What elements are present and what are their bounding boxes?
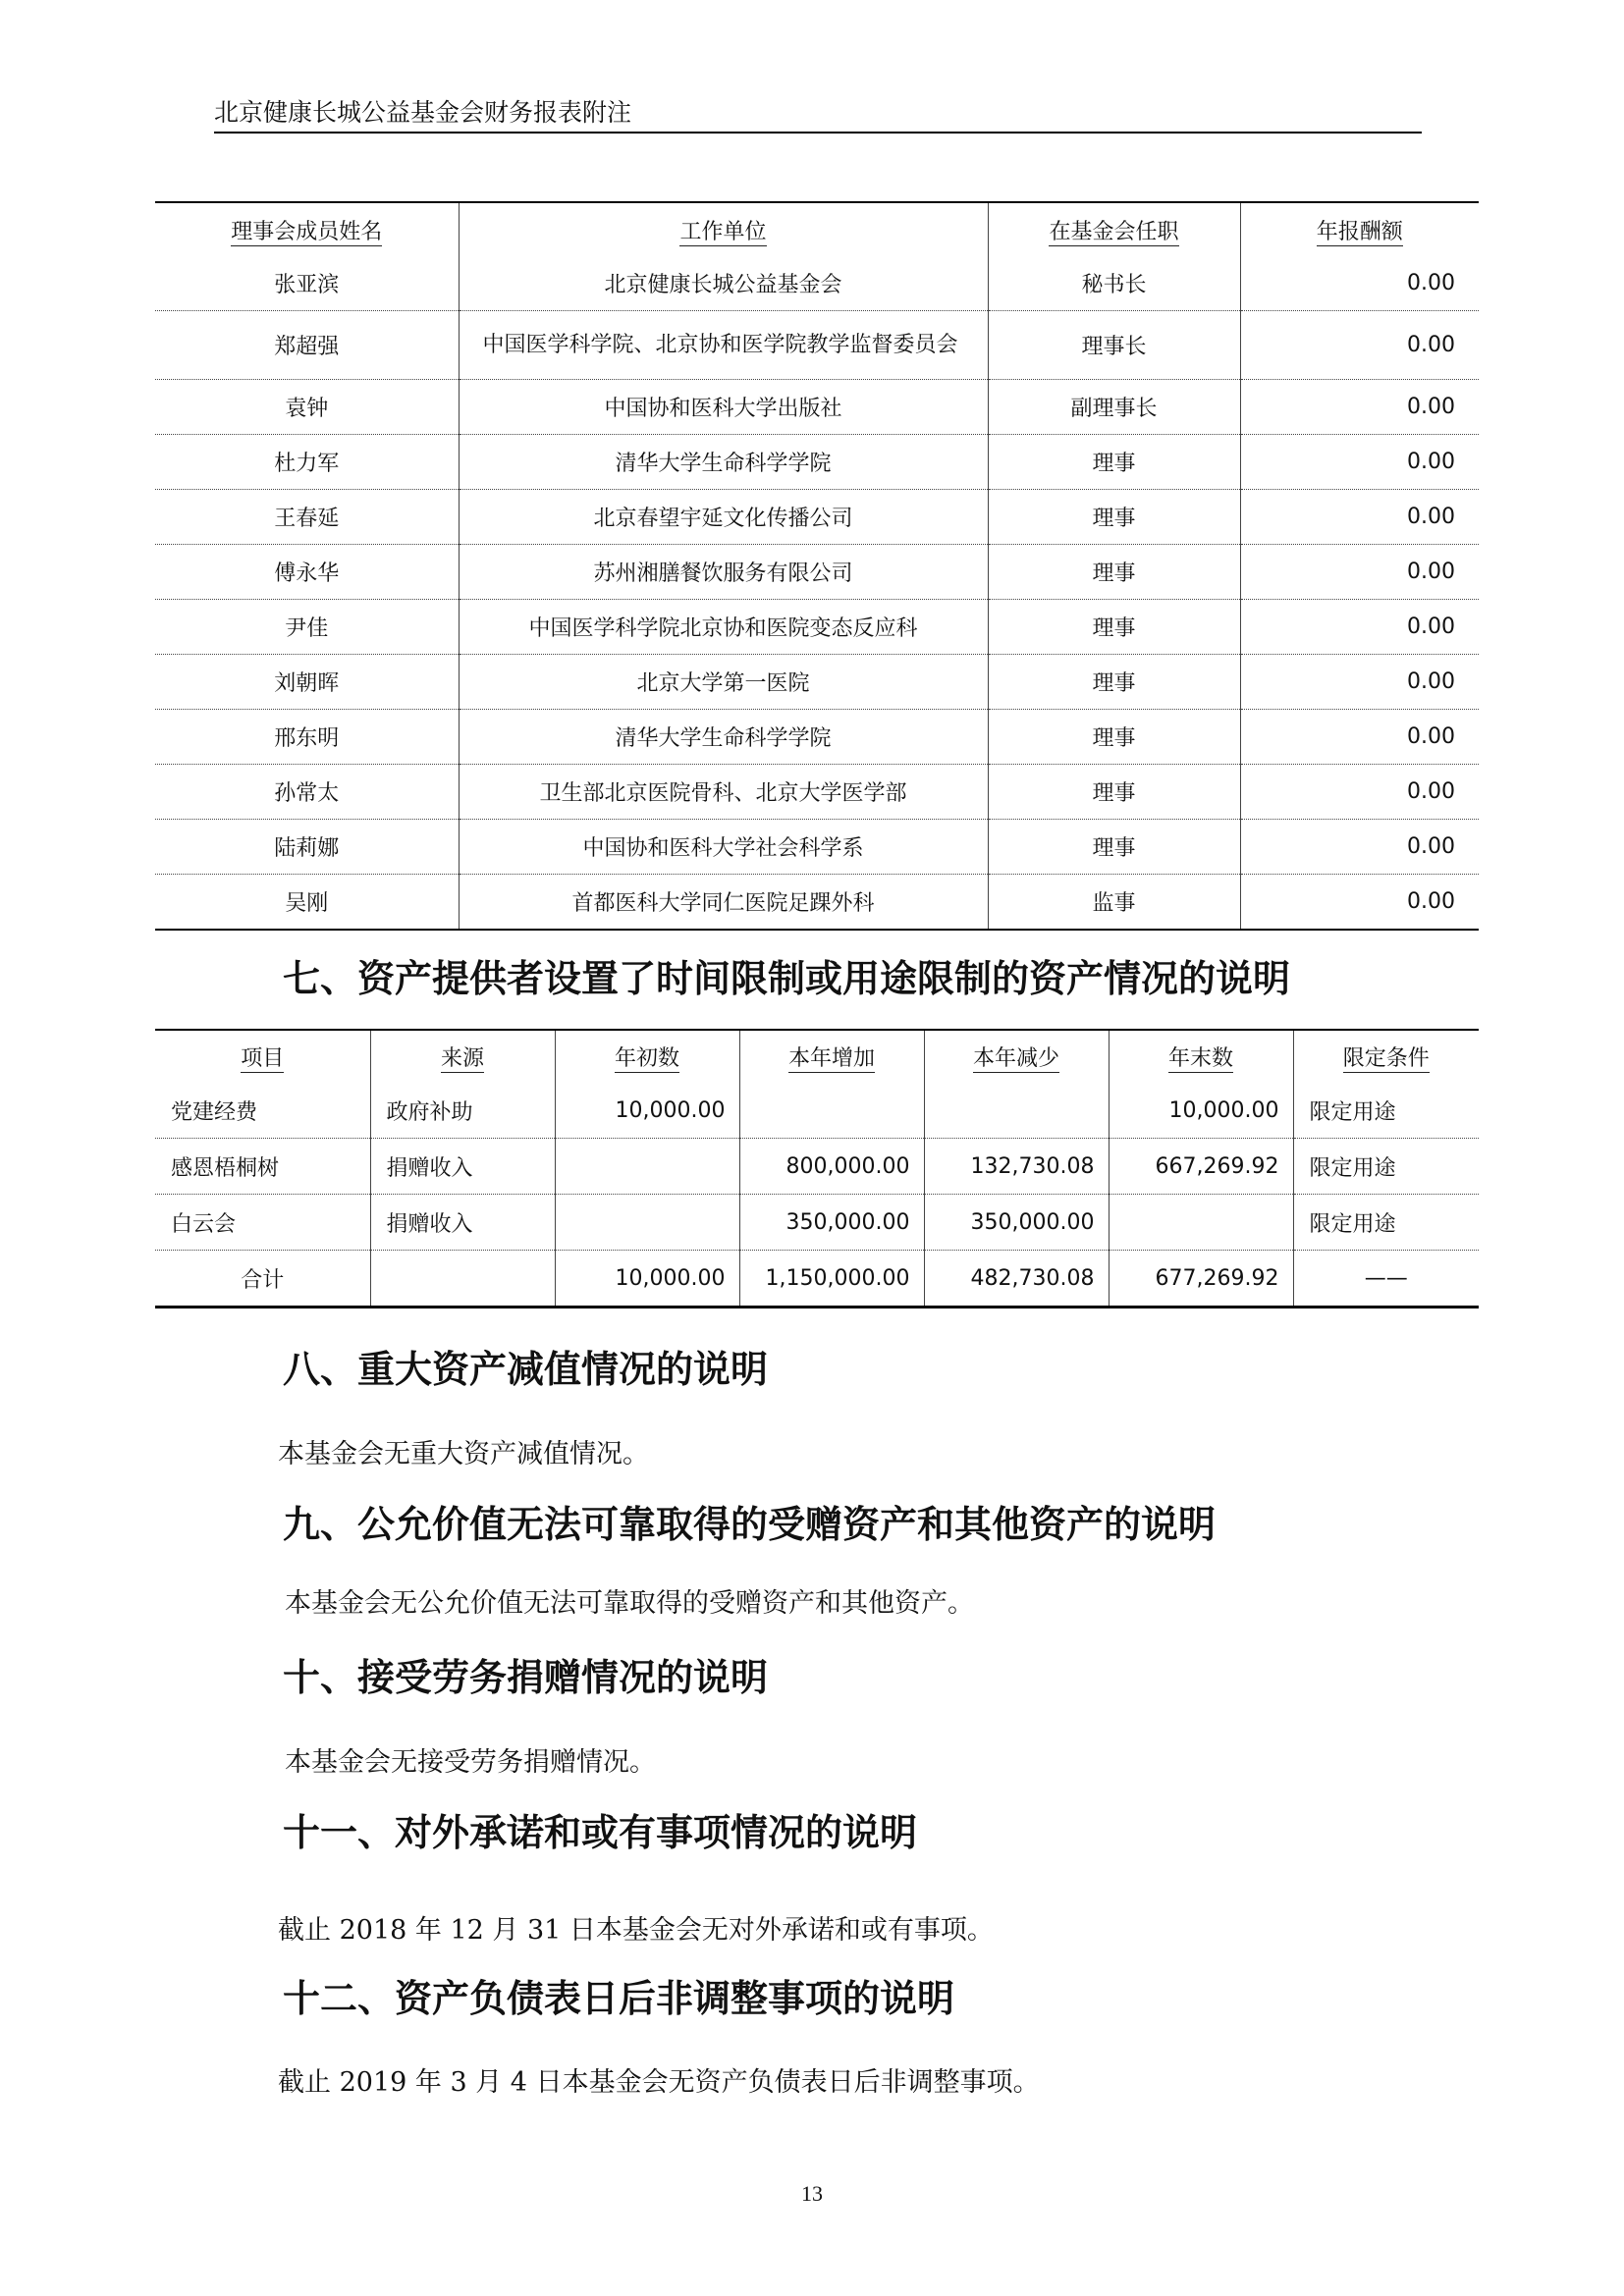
section-8-text: 本基金会无重大资产减值情况。 [278, 1439, 649, 1469]
table-row [155, 380, 1479, 435]
member-role: 副理事长 [988, 380, 1240, 435]
member-role: 理事 [988, 820, 1240, 875]
member-unit: 清华大学生命科学学院 [459, 710, 988, 765]
member-pay: 0.00 [1240, 380, 1479, 435]
member-name: 杜力军 [155, 435, 459, 490]
column-header: 理事会成员姓名 [231, 219, 383, 244]
table-row [155, 435, 1479, 490]
table-row [155, 875, 1479, 931]
member-unit: 卫生部北京医院骨科、北京大学医学部 [459, 765, 988, 820]
asset-increase: 800,000.00 [739, 1139, 924, 1195]
column-header: 限定条件 [1293, 1030, 1479, 1083]
member-unit: 清华大学生命科学学院 [459, 435, 988, 490]
table-header-row [155, 202, 1479, 256]
table-row [155, 655, 1479, 710]
member-pay: 0.00 [1240, 435, 1479, 490]
asset-item: 白云会 [155, 1195, 370, 1251]
member-pay: 0.00 [1240, 490, 1479, 545]
member-unit: 中国协和医科大学出版社 [459, 380, 988, 435]
total-condition: —— [1293, 1251, 1479, 1308]
member-name: 陆莉娜 [155, 820, 459, 875]
section-9-text: 本基金会无公允价值无法可靠取得的受赠资产和其他资产。 [285, 1588, 974, 1619]
column-header: 来源 [370, 1030, 555, 1083]
member-unit: 中国医学科学院北京协和医院变态反应科 [459, 600, 988, 655]
member-name: 邢东明 [155, 710, 459, 765]
asset-decrease [924, 1083, 1109, 1139]
member-unit: 中国协和医科大学社会科学系 [459, 820, 988, 875]
asset-condition: 限定用途 [1293, 1139, 1479, 1195]
page-header: 北京健康长城公益基金会财务报表附注 [214, 94, 1422, 133]
member-role: 理事 [988, 765, 1240, 820]
table-row [155, 545, 1479, 600]
member-pay: 0.00 [1240, 545, 1479, 600]
member-role: 理事长 [988, 311, 1240, 380]
column-header: 本年增加 [739, 1030, 924, 1083]
total-begin: 10,000.00 [555, 1251, 739, 1308]
table-row [155, 600, 1479, 655]
member-unit: 北京大学第一医院 [459, 655, 988, 710]
asset-condition: 限定用途 [1293, 1195, 1479, 1251]
column-header: 年报酬额 [1240, 202, 1479, 256]
asset-decrease: 350,000.00 [924, 1195, 1109, 1251]
member-role: 理事 [988, 600, 1240, 655]
column-header: 年初数 [555, 1030, 739, 1083]
section-8-title: 八、重大资产减值情况的说明 [283, 1348, 769, 1391]
table-row [155, 256, 1479, 311]
member-name: 刘朝晖 [155, 655, 459, 710]
total-end: 677,269.92 [1109, 1251, 1293, 1308]
table-row [155, 490, 1479, 545]
asset-increase: 350,000.00 [739, 1195, 924, 1251]
asset-begin: 10,000.00 [555, 1083, 739, 1139]
asset-begin [555, 1195, 739, 1251]
member-pay: 0.00 [1240, 600, 1479, 655]
section-12-text: 截止 2019 年 3 月 4 日本基金会无资产负债表日后非调整事项。 [278, 2067, 1040, 2098]
member-name: 傅永华 [155, 545, 459, 600]
section-10-text: 本基金会无接受劳务捐赠情况。 [285, 1747, 656, 1778]
member-unit: 北京春望宇延文化传播公司 [459, 490, 988, 545]
column-header: 本年减少 [924, 1030, 1109, 1083]
member-unit: 首都医科大学同仁医院足踝外科 [459, 875, 988, 931]
member-role: 理事 [988, 710, 1240, 765]
member-name: 王春延 [155, 490, 459, 545]
page-number: 13 [801, 2181, 823, 2206]
member-pay: 0.00 [1240, 710, 1479, 765]
asset-end: 10,000.00 [1109, 1083, 1293, 1139]
table-row [155, 1195, 1479, 1251]
member-name: 吴刚 [285, 891, 329, 916]
board-members-table [155, 201, 1479, 931]
asset-source: 捐赠收入 [370, 1139, 555, 1195]
asset-source [370, 1251, 555, 1308]
member-role: 理事 [988, 435, 1240, 490]
column-header: 在基金会任职 [988, 202, 1240, 256]
asset-begin [555, 1139, 739, 1195]
asset-increase [739, 1083, 924, 1139]
member-name: 郑超强 [155, 311, 459, 380]
member-role: 理事 [988, 490, 1240, 545]
column-header: 项目 [241, 1046, 285, 1071]
section-11-text: 截止 2018 年 12 月 31 日本基金会无对外承诺和或有事项。 [278, 1915, 994, 1946]
asset-source: 捐赠收入 [370, 1195, 555, 1251]
member-name: 孙常太 [155, 765, 459, 820]
member-pay: 0.00 [1240, 655, 1479, 710]
table-row [155, 710, 1479, 765]
member-role: 理事 [988, 655, 1240, 710]
table-header-row [155, 1030, 1479, 1083]
asset-condition: 限定用途 [1293, 1083, 1479, 1139]
asset-end [1109, 1195, 1293, 1251]
section-11-title: 十一、对外承诺和或有事项情况的说明 [283, 1811, 918, 1854]
member-name: 尹佳 [155, 600, 459, 655]
asset-item: 党建经费 [155, 1083, 370, 1139]
member-pay: 0.00 [1240, 311, 1479, 380]
table-row [155, 311, 1479, 380]
table-row [155, 765, 1479, 820]
member-unit: 中国医学科学院、北京协和医学院教学监督委员会 [459, 311, 988, 380]
asset-end: 667,269.92 [1109, 1139, 1293, 1195]
member-name: 张亚滨 [155, 256, 459, 311]
member-pay: 0.00 [1240, 765, 1479, 820]
column-header: 年末数 [1109, 1030, 1293, 1083]
member-pay: 0.00 [1240, 875, 1479, 931]
section-9-title: 九、公允价值无法可靠取得的受赠资产和其他资产的说明 [283, 1503, 1217, 1546]
asset-source: 政府补助 [370, 1083, 555, 1139]
member-unit: 北京健康长城公益基金会 [459, 256, 988, 311]
total-decrease: 482,730.08 [924, 1251, 1109, 1308]
table-row [155, 820, 1479, 875]
total-increase: 1,150,000.00 [739, 1251, 924, 1308]
section-7-title: 七、资产提供者设置了时间限制或用途限制的资产情况的说明 [283, 957, 1291, 1000]
member-name: 袁钟 [155, 380, 459, 435]
table-total-row [155, 1251, 1479, 1308]
table-row [155, 1083, 1479, 1139]
member-role: 理事 [988, 545, 1240, 600]
asset-decrease: 132,730.08 [924, 1139, 1109, 1195]
member-role: 秘书长 [988, 256, 1240, 311]
total-label: 合计 [241, 1267, 285, 1293]
section-12-title: 十二、资产负债表日后非调整事项的说明 [283, 1977, 955, 2020]
member-pay: 0.00 [1240, 820, 1479, 875]
section-10-title: 十、接受劳务捐赠情况的说明 [283, 1656, 769, 1699]
table-row [155, 1139, 1479, 1195]
column-header: 工作单位 [459, 202, 988, 256]
member-role: 监事 [988, 875, 1240, 931]
asset-item: 感恩梧桐树 [155, 1139, 370, 1195]
restricted-assets-table [155, 1029, 1479, 1308]
member-unit: 苏州湘膳餐饮服务有限公司 [459, 545, 988, 600]
member-pay: 0.00 [1240, 256, 1479, 311]
